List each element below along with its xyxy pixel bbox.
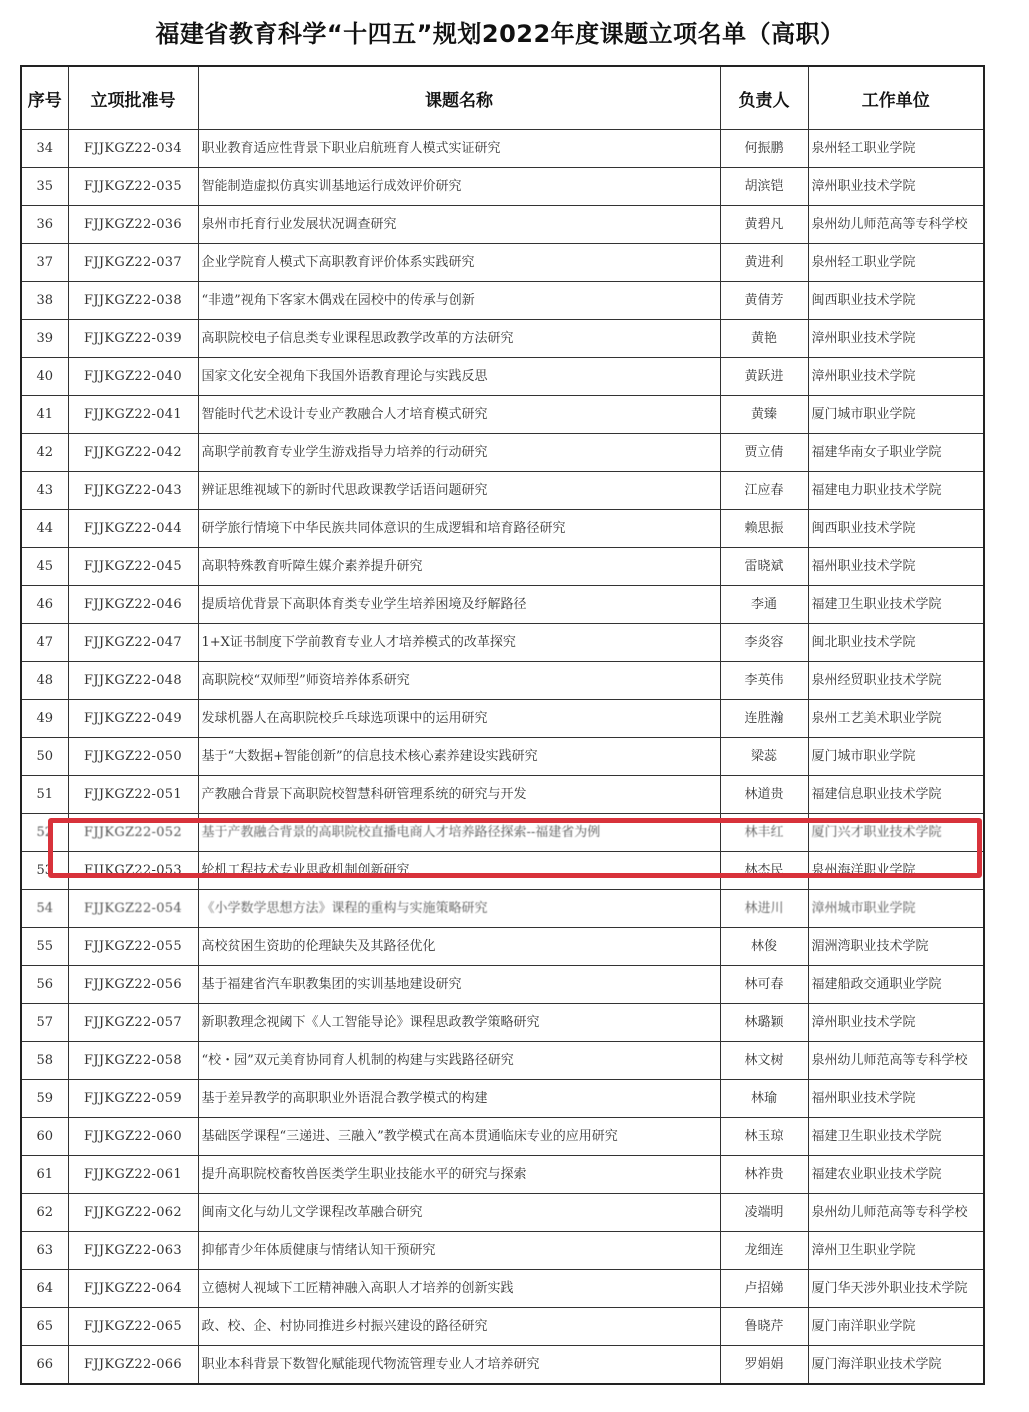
cell-lead: 卢招娣: [720, 1270, 808, 1308]
cell-num: 62: [21, 1194, 68, 1232]
header-lead: 负责人: [720, 66, 808, 130]
cell-lead: 鲁晓芹: [720, 1308, 808, 1346]
cell-num: 63: [21, 1232, 68, 1270]
cell-unit: 泉州幼儿师范高等专科学校: [808, 1042, 984, 1080]
cell-title: 基于福建省汽车职教集团的实训基地建设研究: [198, 966, 720, 1004]
cell-code: FJJKGZ22-054: [68, 890, 198, 928]
cell-title: 新职教理念视阈下《人工智能导论》课程思政教学策略研究: [198, 1004, 720, 1042]
header-unit: 工作单位: [808, 66, 984, 130]
cell-code: FJJKGZ22-061: [68, 1156, 198, 1194]
cell-title: 辨证思维视域下的新时代思政课教学话语问题研究: [198, 472, 720, 510]
table-row: [21, 282, 984, 320]
cell-lead: 李英伟: [720, 662, 808, 700]
table-row: [21, 624, 984, 662]
cell-lead: 林进川: [720, 890, 808, 928]
cell-unit: 厦门兴才职业技术学院: [808, 814, 984, 852]
cell-num: 54: [21, 890, 68, 928]
cell-lead: 胡滨铠: [720, 168, 808, 206]
table-row: [21, 586, 984, 624]
cell-unit: 漳州职业技术学院: [808, 358, 984, 396]
cell-num: 44: [21, 510, 68, 548]
cell-unit: 泉州轻工职业学院: [808, 244, 984, 282]
table-row: [21, 510, 984, 548]
cell-unit: 福建电力职业技术学院: [808, 472, 984, 510]
cell-num: 51: [21, 776, 68, 814]
cell-unit: 厦门海洋职业技术学院: [808, 1346, 984, 1385]
cell-lead: 凌端明: [720, 1194, 808, 1232]
table-row: [21, 206, 984, 244]
cell-unit: 厦门城市职业学院: [808, 738, 984, 776]
cell-title: “非遗”视角下客家木偶戏在园校中的传承与创新: [198, 282, 720, 320]
cell-num: 61: [21, 1156, 68, 1194]
cell-lead: 林瑜: [720, 1080, 808, 1118]
table-row: [21, 434, 984, 472]
cell-code: FJJKGZ22-050: [68, 738, 198, 776]
cell-num: 42: [21, 434, 68, 472]
cell-unit: 福建信息职业技术学院: [808, 776, 984, 814]
cell-title: 职业教育适应性背景下职业启航班育人模式实证研究: [198, 130, 720, 168]
cell-code: FJJKGZ22-034: [68, 130, 198, 168]
cell-unit: 泉州幼儿师范高等专科学校: [808, 1194, 984, 1232]
table-row: [21, 1042, 984, 1080]
cell-lead: 林璐颖: [720, 1004, 808, 1042]
cell-code: FJJKGZ22-041: [68, 396, 198, 434]
cell-code: FJJKGZ22-047: [68, 624, 198, 662]
cell-lead: 李炎容: [720, 624, 808, 662]
cell-num: 40: [21, 358, 68, 396]
cell-num: 55: [21, 928, 68, 966]
cell-title: 政、校、企、村协同推进乡村振兴建设的路径研究: [198, 1308, 720, 1346]
cell-code: FJJKGZ22-049: [68, 700, 198, 738]
cell-num: 38: [21, 282, 68, 320]
cell-code: FJJKGZ22-038: [68, 282, 198, 320]
cell-code: FJJKGZ22-051: [68, 776, 198, 814]
cell-lead: 林可春: [720, 966, 808, 1004]
cell-code: FJJKGZ22-043: [68, 472, 198, 510]
header-title: 课题名称: [198, 66, 720, 130]
cell-title: 国家文化安全视角下我国外语教育理论与实践反思: [198, 358, 720, 396]
cell-lead: 林文树: [720, 1042, 808, 1080]
cell-lead: 黄进利: [720, 244, 808, 282]
cell-lead: 黄艳: [720, 320, 808, 358]
table-row: [21, 1004, 984, 1042]
cell-lead: 赖思振: [720, 510, 808, 548]
cell-lead: 林丰红: [720, 814, 808, 852]
cell-code: FJJKGZ22-057: [68, 1004, 198, 1042]
cell-code: FJJKGZ22-060: [68, 1118, 198, 1156]
table-row: [21, 1194, 984, 1232]
cell-title: 智能制造虚拟仿真实训基地运行成效评价研究: [198, 168, 720, 206]
table-row: [21, 1232, 984, 1270]
cell-code: FJJKGZ22-055: [68, 928, 198, 966]
cell-unit: 福建华南女子职业学院: [808, 434, 984, 472]
cell-num: 50: [21, 738, 68, 776]
cell-code: FJJKGZ22-040: [68, 358, 198, 396]
cell-title: 企业学院育人模式下高职教育评价体系实践研究: [198, 244, 720, 282]
cell-unit: 闽西职业技术学院: [808, 282, 984, 320]
cell-title: “校・园”双元美育协同育人机制的构建与实践路径研究: [198, 1042, 720, 1080]
cell-title: 产教融合背景下高职院校智慧科研管理系统的研究与开发: [198, 776, 720, 814]
cell-num: 47: [21, 624, 68, 662]
cell-num: 43: [21, 472, 68, 510]
cell-code: FJJKGZ22-053: [68, 852, 198, 890]
cell-lead: 龙细连: [720, 1232, 808, 1270]
cell-code: FJJKGZ22-048: [68, 662, 198, 700]
cell-num: 64: [21, 1270, 68, 1308]
cell-title: 基础医学课程“三递进、三融入”教学模式在高本贯通临床专业的应用研究: [198, 1118, 720, 1156]
cell-lead: 林杰民: [720, 852, 808, 890]
cell-unit: 泉州海洋职业学院: [808, 852, 984, 890]
table-body: [21, 130, 984, 1385]
cell-num: 46: [21, 586, 68, 624]
document-title: 福建省教育科学“十四五”规划2022年度课题立项名单（高职）: [155, 20, 845, 48]
cell-code: FJJKGZ22-046: [68, 586, 198, 624]
cell-lead: 连胜瀚: [720, 700, 808, 738]
cell-lead: 梁蕊: [720, 738, 808, 776]
table-row: [21, 1156, 984, 1194]
cell-unit: 福州职业技术学院: [808, 1080, 984, 1118]
cell-num: 52: [21, 814, 68, 852]
cell-num: 45: [21, 548, 68, 586]
cell-unit: 闽西职业技术学院: [808, 510, 984, 548]
header-code: 立项批准号: [68, 66, 198, 130]
cell-lead: 林道贵: [720, 776, 808, 814]
cell-title: 《小学数学思想方法》课程的重构与实施策略研究: [198, 890, 720, 928]
cell-title: 研学旅行情境下中华民族共同体意识的生成逻辑和培育路径研究: [198, 510, 720, 548]
cell-lead: 贾立倩: [720, 434, 808, 472]
cell-title: 高职学前教育专业学生游戏指导力培养的行动研究: [198, 434, 720, 472]
cell-title: 基于差异教学的高职职业外语混合教学模式的构建: [198, 1080, 720, 1118]
cell-code: FJJKGZ22-037: [68, 244, 198, 282]
cell-unit: 湄洲湾职业技术学院: [808, 928, 984, 966]
cell-title: 智能时代艺术设计专业产教融合人才培育模式研究: [198, 396, 720, 434]
cell-unit: 漳州职业技术学院: [808, 320, 984, 358]
cell-num: 35: [21, 168, 68, 206]
cell-num: 58: [21, 1042, 68, 1080]
cell-unit: 漳州卫生职业学院: [808, 1232, 984, 1270]
cell-title: 高职特殊教育听障生媒介素养提升研究: [198, 548, 720, 586]
cell-title: 轮机工程技术专业思政机制创新研究: [198, 852, 720, 890]
cell-num: 59: [21, 1080, 68, 1118]
cell-unit: 厦门华天涉外职业技术学院: [808, 1270, 984, 1308]
cell-unit: 泉州幼儿师范高等专科学校: [808, 206, 984, 244]
cell-num: 49: [21, 700, 68, 738]
cell-unit: 福建卫生职业技术学院: [808, 1118, 984, 1156]
cell-title: 提质培优背景下高职体育类专业学生培养困境及纾解路径: [198, 586, 720, 624]
cell-code: FJJKGZ22-052: [68, 814, 198, 852]
cell-num: 34: [21, 130, 68, 168]
cell-title: 发球机器人在高职院校乒乓球选项课中的运用研究: [198, 700, 720, 738]
cell-code: FJJKGZ22-065: [68, 1308, 198, 1346]
project-list-table: [20, 65, 985, 1385]
table-row: [21, 1270, 984, 1308]
table-row: [21, 1118, 984, 1156]
cell-lead: 黄倩芳: [720, 282, 808, 320]
table-row: [21, 472, 984, 510]
table-row: [21, 320, 984, 358]
cell-lead: 何振鹏: [720, 130, 808, 168]
cell-code: FJJKGZ22-063: [68, 1232, 198, 1270]
cell-unit: 福州职业技术学院: [808, 548, 984, 586]
cell-title: 闽南文化与幼儿文学课程改革融合研究: [198, 1194, 720, 1232]
table-row: [21, 852, 984, 890]
table-row: [21, 1346, 984, 1385]
table-row: [21, 1308, 984, 1346]
table-row: [21, 358, 984, 396]
cell-code: FJJKGZ22-045: [68, 548, 198, 586]
cell-num: 65: [21, 1308, 68, 1346]
cell-unit: 漳州职业技术学院: [808, 168, 984, 206]
cell-lead: 林俊: [720, 928, 808, 966]
cell-title: 提升高职院校畜牧兽医类学生职业技能水平的研究与探索: [198, 1156, 720, 1194]
cell-title: 基于“大数据+智能创新”的信息技术核心素养建设实践研究: [198, 738, 720, 776]
cell-unit: 泉州工艺美术职业学院: [808, 700, 984, 738]
cell-code: FJJKGZ22-058: [68, 1042, 198, 1080]
table-header-row: [21, 66, 984, 130]
cell-unit: 福建卫生职业技术学院: [808, 586, 984, 624]
cell-num: 36: [21, 206, 68, 244]
cell-title: 基于产教融合背景的高职院校直播电商人才培养路径探索--福建省为例: [198, 814, 720, 852]
cell-unit: 福建农业职业技术学院: [808, 1156, 984, 1194]
cell-num: 53: [21, 852, 68, 890]
cell-code: FJJKGZ22-044: [68, 510, 198, 548]
cell-num: 41: [21, 396, 68, 434]
cell-num: 39: [21, 320, 68, 358]
cell-num: 60: [21, 1118, 68, 1156]
cell-lead: 林玉琼: [720, 1118, 808, 1156]
cell-unit: 闽北职业技术学院: [808, 624, 984, 662]
table-row: [21, 1080, 984, 1118]
cell-code: FJJKGZ22-059: [68, 1080, 198, 1118]
cell-lead: 雷晓斌: [720, 548, 808, 586]
cell-code: FJJKGZ22-039: [68, 320, 198, 358]
cell-code: FJJKGZ22-036: [68, 206, 198, 244]
cell-num: 37: [21, 244, 68, 282]
cell-unit: 厦门南洋职业学院: [808, 1308, 984, 1346]
header-num: 序号: [21, 66, 68, 130]
cell-lead: 罗娟娟: [720, 1346, 808, 1385]
cell-unit: 漳州职业技术学院: [808, 1004, 984, 1042]
cell-title: 1+X证书制度下学前教育专业人才培养模式的改革探究: [198, 624, 720, 662]
cell-code: FJJKGZ22-042: [68, 434, 198, 472]
table-row: [21, 700, 984, 738]
cell-lead: 江应春: [720, 472, 808, 510]
cell-code: FJJKGZ22-064: [68, 1270, 198, 1308]
cell-num: 66: [21, 1346, 68, 1385]
table-row: [21, 548, 984, 586]
cell-code: FJJKGZ22-062: [68, 1194, 198, 1232]
cell-num: 56: [21, 966, 68, 1004]
cell-title: 泉州市托育行业发展状况调查研究: [198, 206, 720, 244]
cell-lead: 李通: [720, 586, 808, 624]
table-row: [21, 244, 984, 282]
cell-num: 57: [21, 1004, 68, 1042]
cell-title: 职业本科背景下数智化赋能现代物流管理专业人才培养研究: [198, 1346, 720, 1385]
cell-code: FJJKGZ22-035: [68, 168, 198, 206]
cell-unit: 漳州城市职业学院: [808, 890, 984, 928]
cell-code: FJJKGZ22-066: [68, 1346, 198, 1385]
cell-num: 48: [21, 662, 68, 700]
table-row: [21, 396, 984, 434]
cell-lead: 黄臻: [720, 396, 808, 434]
cell-title: 高校贫困生资助的伦理缺失及其路径优化: [198, 928, 720, 966]
cell-lead: 黄跃进: [720, 358, 808, 396]
cell-code: FJJKGZ22-056: [68, 966, 198, 1004]
table-row: [21, 814, 984, 852]
table-row: [21, 966, 984, 1004]
table-row: [21, 738, 984, 776]
cell-title: 抑郁青少年体质健康与情绪认知干预研究: [198, 1232, 720, 1270]
table-row: [21, 928, 984, 966]
cell-title: 高职院校“双师型”师资培养体系研究: [198, 662, 720, 700]
cell-title: 立德树人视域下工匠精神融入高职人才培养的创新实践: [198, 1270, 720, 1308]
table-row: [21, 662, 984, 700]
table-row: [21, 168, 984, 206]
cell-lead: 黄碧凡: [720, 206, 808, 244]
cell-unit: 福建船政交通职业学院: [808, 966, 984, 1004]
cell-lead: 林祚贵: [720, 1156, 808, 1194]
cell-unit: 泉州经贸职业技术学院: [808, 662, 984, 700]
cell-title: 高职院校电子信息类专业课程思政教学改革的方法研究: [198, 320, 720, 358]
table-row: [21, 130, 984, 168]
cell-unit: 泉州轻工职业学院: [808, 130, 984, 168]
table-row: [21, 890, 984, 928]
table-row: [21, 776, 984, 814]
cell-unit: 厦门城市职业学院: [808, 396, 984, 434]
